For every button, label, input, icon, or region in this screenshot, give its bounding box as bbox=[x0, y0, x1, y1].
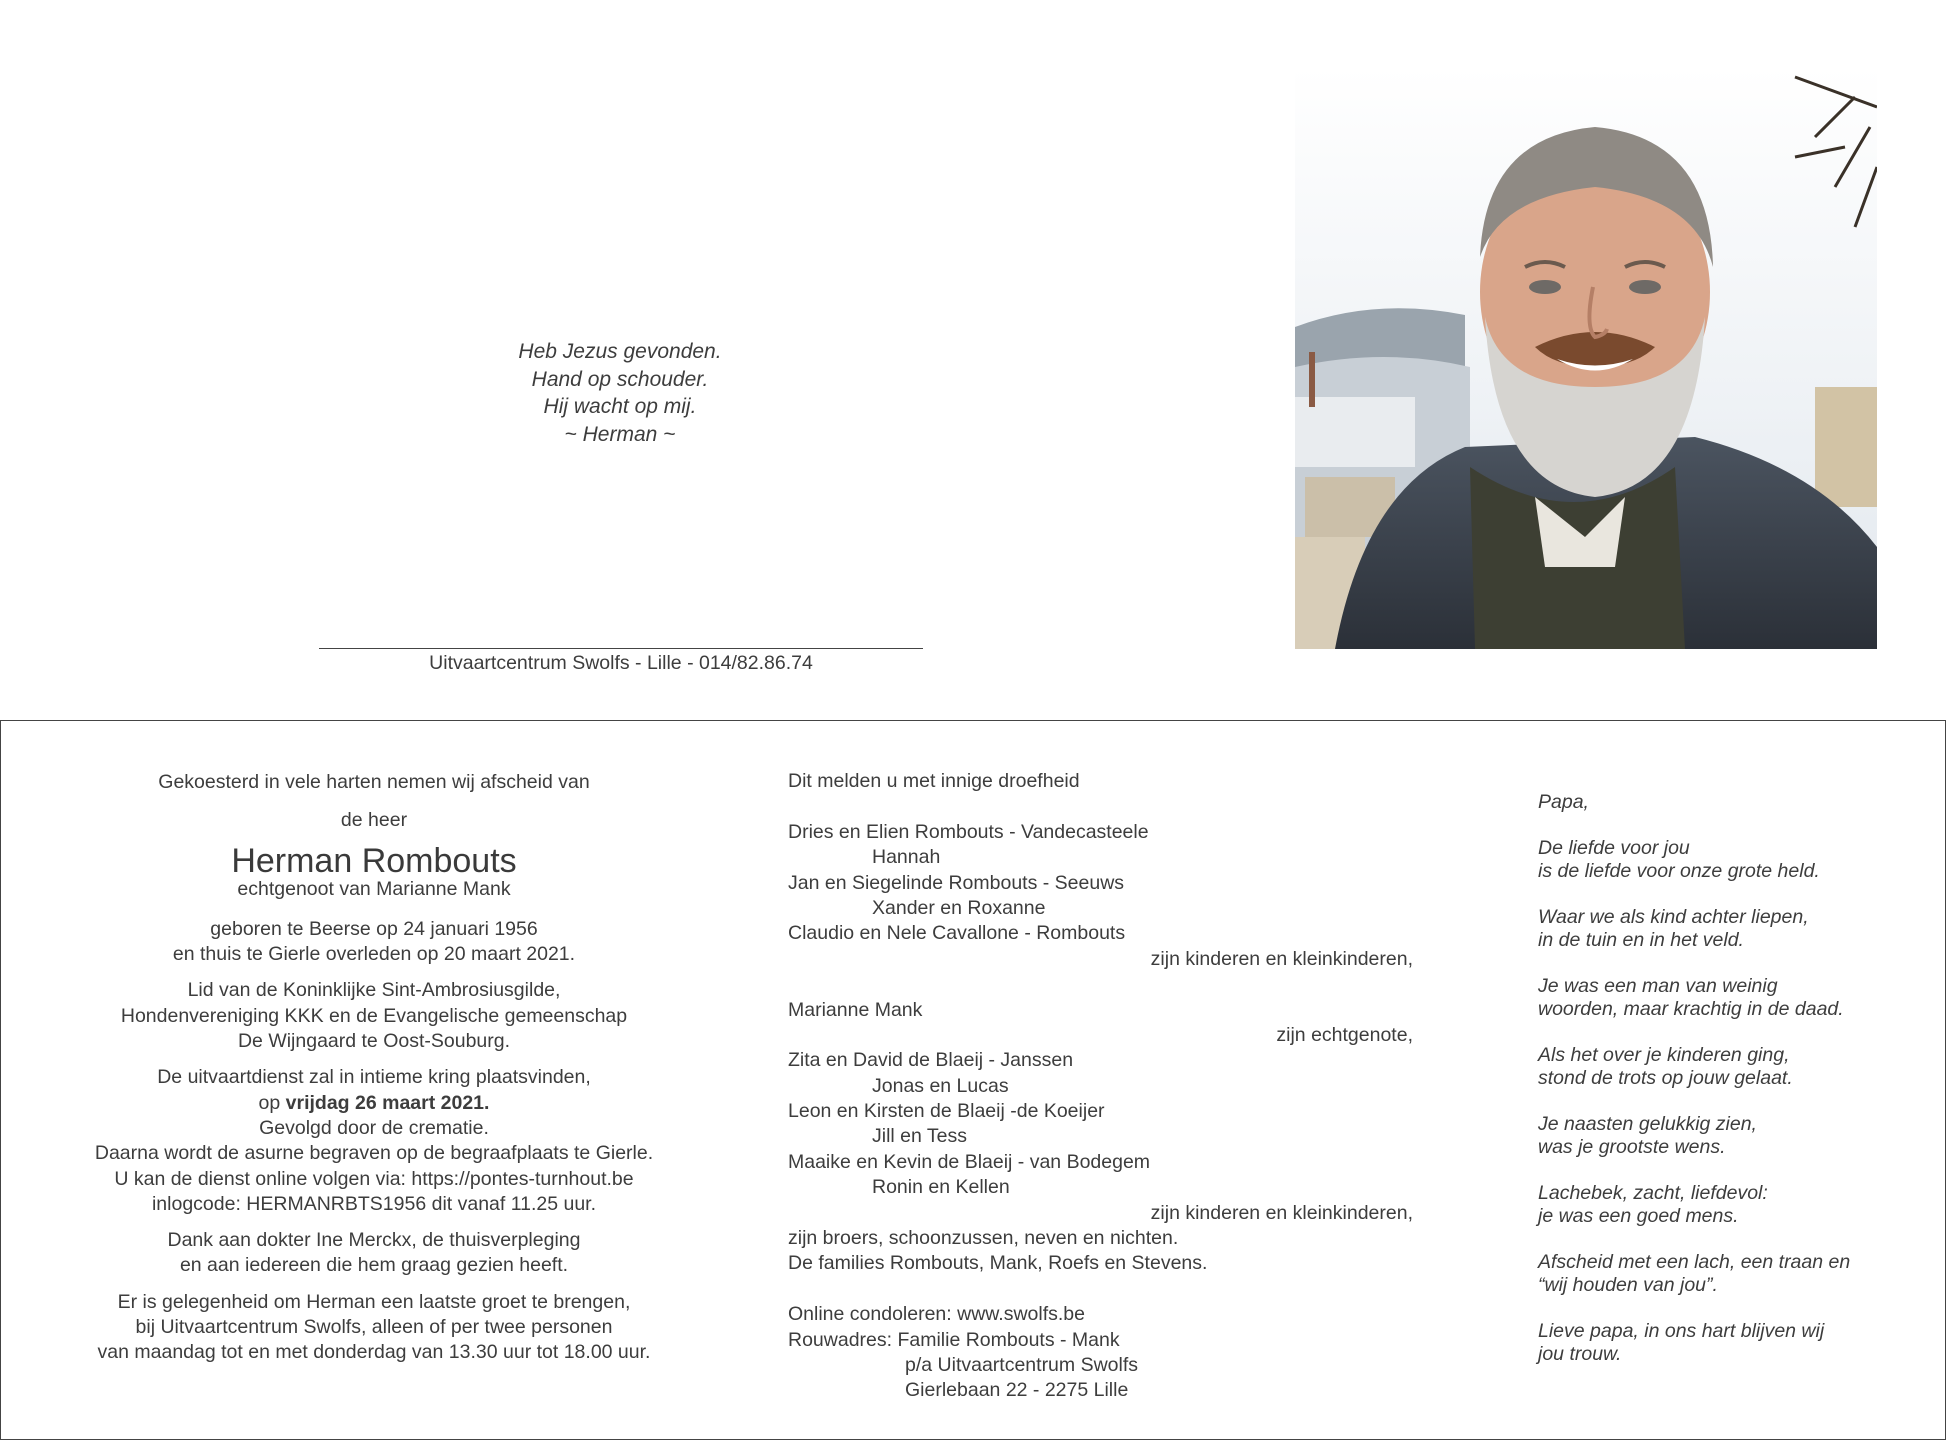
deceased-name: Herman Rombouts bbox=[231, 841, 517, 880]
poem-line: in de tuin en in het veld. bbox=[1538, 929, 1744, 951]
quote-line: Hand op schouder. bbox=[531, 367, 709, 391]
family-member: Zita en David de Blaeij - Janssen bbox=[788, 1049, 1074, 1072]
poem-line: Je was een man van weinig bbox=[1538, 975, 1778, 997]
poem-salutation: Papa, bbox=[1538, 791, 1589, 813]
spouse-name: Marianne Mank bbox=[788, 998, 923, 1021]
service-line: Gevolgd door de crematie. bbox=[259, 1116, 489, 1139]
family-member: Jan en Siegelinde Rombouts - Seeuws bbox=[788, 871, 1125, 894]
honorific: de heer bbox=[340, 809, 408, 832]
quote-line: Heb Jezus gevonden. bbox=[518, 340, 722, 363]
membership-line: Lid van de Koninklijke Sint-Ambrosiusgilde, bbox=[187, 979, 561, 1002]
visit-line: bij Uitvaartcentrum Swolfs, alleen of per twee personen bbox=[135, 1316, 613, 1339]
family-role: zijn kinderen en kleinkinderen, bbox=[1150, 1201, 1413, 1224]
portrait-photo bbox=[1295, 67, 1877, 649]
relatives-line: De families Rombouts, Mank, Roefs en Stevens. bbox=[788, 1252, 1208, 1275]
poem-line: is de liefde voor onze grote held. bbox=[1538, 860, 1820, 882]
family-member: Claudio en Nele Cavallone - Rombouts bbox=[788, 922, 1126, 945]
online-condolence: Online condoleren: www.swolfs.be bbox=[788, 1303, 1085, 1326]
service-line: U kan de dienst online volgen via: https://pontes-turnhout.be bbox=[114, 1167, 634, 1190]
mourning-address: p/a Uitvaartcentrum Swolfs bbox=[905, 1353, 1139, 1376]
family-intro: Dit melden u met innige droefheid bbox=[788, 770, 1080, 792]
death-line: en thuis te Gierle overleden op 20 maart 2021. bbox=[172, 943, 576, 966]
grandchildren: Ronin en Kellen bbox=[872, 1176, 1010, 1199]
family-role: zijn echtgenote, bbox=[1276, 1023, 1413, 1046]
family-member: Leon en Kirsten de Blaeij -de Koeijer bbox=[788, 1100, 1105, 1123]
service-date-line bbox=[62, 1091, 686, 1116]
quote-signature: ~ Herman ~ bbox=[564, 422, 676, 446]
funeral-home-contact: Uitvaartcentrum Swolfs - Lille - 014/82.86.74 bbox=[429, 652, 813, 674]
poem-line: Lachebek, zacht, liefdevol: bbox=[1538, 1182, 1768, 1204]
membership-line: De Wijngaard te Oost-Souburg. bbox=[237, 1030, 511, 1053]
poem-line: Afscheid met een lach, een traan en bbox=[1538, 1251, 1851, 1273]
poem-line: De liefde voor jou bbox=[1538, 837, 1690, 859]
family-column bbox=[788, 769, 1413, 1404]
service-line: inlogcode: HERMANRBTS1956 dit vanaf 11.25 uur. bbox=[151, 1192, 597, 1215]
thanks-line: en aan iedereen die hem graag gezien heeft. bbox=[179, 1254, 569, 1277]
poem-line: “wij houden van jou”. bbox=[1538, 1274, 1718, 1296]
poem-line: Lieve papa, in ons hart blijven wij bbox=[1538, 1320, 1825, 1342]
poem-line: jou trouw. bbox=[1538, 1343, 1622, 1365]
poem-line: je was een goed mens. bbox=[1538, 1205, 1739, 1227]
mourning-address: Rouwadres: Familie Rombouts - Mank bbox=[788, 1328, 1120, 1351]
service-line: Daarna wordt de asurne begraven op de begraafplaats te Gierle. bbox=[94, 1142, 654, 1165]
grandchildren: Jill en Tess bbox=[872, 1125, 968, 1148]
spouse-line: echtgenoot van Marianne Mank bbox=[237, 877, 511, 900]
birth-line: geboren te Beerse op 24 januari 1956 bbox=[210, 917, 538, 940]
poem-line: Je naasten gelukkig zien, bbox=[1538, 1113, 1757, 1135]
poem-line: Waar we als kind achter liepen, bbox=[1538, 906, 1809, 928]
visit-line: Er is gelegenheid om Herman een laatste groet te brengen, bbox=[117, 1290, 631, 1313]
quote-line: Hij wacht op mij. bbox=[543, 395, 697, 418]
poem-line: was je grootste wens. bbox=[1538, 1136, 1726, 1158]
divider-line bbox=[319, 648, 923, 649]
service-on: op bbox=[258, 1091, 281, 1114]
grandchildren: Hannah bbox=[872, 846, 941, 869]
family-role: zijn kinderen en kleinkinderen, bbox=[1150, 947, 1413, 970]
family-member: Dries en Elien Rombouts - Vandecasteele bbox=[788, 820, 1149, 843]
card-front bbox=[0, 0, 1948, 720]
mourning-address: Gierlebaan 22 - 2275 Lille bbox=[905, 1379, 1129, 1402]
memorial-quote bbox=[420, 338, 820, 448]
membership-line: Hondenvereniging KKK en de Evangelische gemeenschap bbox=[120, 1004, 628, 1027]
visit-line: van maandag tot en met donderdag van 13.30 uur tot 18.00 uur. bbox=[97, 1341, 651, 1364]
grandchildren: Jonas en Lucas bbox=[872, 1074, 1009, 1097]
thanks-line: Dank aan dokter Ine Merckx, de thuisverpleging bbox=[167, 1229, 581, 1252]
poem-line: Als het over je kinderen ging, bbox=[1538, 1044, 1790, 1066]
announcement-column bbox=[62, 770, 686, 1366]
poem-line: stond de trots op jouw gelaat. bbox=[1538, 1067, 1793, 1089]
family-member: Maaike en Kevin de Blaeij - van Bodegem bbox=[788, 1150, 1151, 1173]
grandchildren: Xander en Roxanne bbox=[872, 896, 1046, 919]
relatives-line: zijn broers, schoonzussen, neven en nichten. bbox=[788, 1227, 1179, 1250]
poem-line: woorden, maar krachtig in de daad. bbox=[1538, 998, 1844, 1020]
service-date: vrijdag 26 maart 2021. bbox=[285, 1091, 490, 1114]
intro-text: Gekoesterd in vele harten nemen wij afscheid van bbox=[158, 771, 590, 793]
service-line: De uitvaartdienst zal in intieme kring plaatsvinden, bbox=[157, 1066, 591, 1089]
poem-column bbox=[1538, 791, 1918, 1366]
